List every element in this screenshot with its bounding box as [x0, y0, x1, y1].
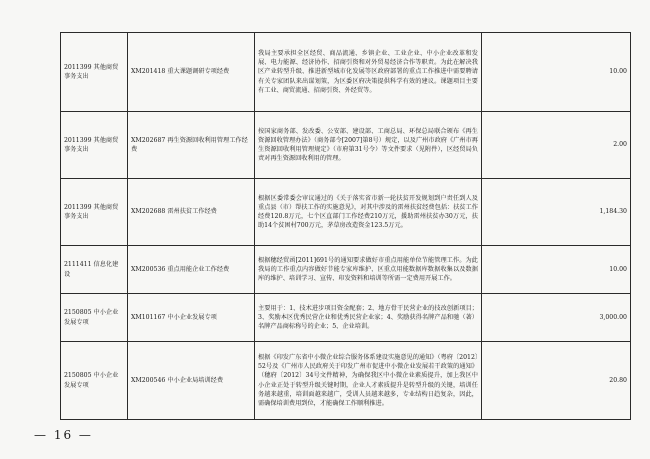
table-row — [61, 246, 631, 294]
table-row — [61, 33, 631, 112]
amount-cell: 20.80 — [482, 342, 631, 420]
subject-cell: 2111411 信息化建设 — [61, 246, 128, 294]
description-cell: 按国家商务部、发改委、公安部、建设部、工商总局、环保总局联合颁布《再生资源回收管理办法》（商务部令[2007]第8号）规定，以及广州市政府《广州市再生资源回收利用管理规定》（市府第31号令）等文件要求（见附件），区经贸局负责对再生资源回收利用的管理。 — [255, 112, 482, 179]
amount-cell: 10.00 — [482, 246, 631, 294]
amount-cell: 3,000.00 — [482, 294, 631, 342]
amount-cell: 2.00 — [482, 112, 631, 179]
description-cell: 根据区委常委会审议通过的《关于落实省市新一轮扶贫开发规划到户责任到人及重点县（市）帮扶工作的实施意见》，对其中涉及的雷州扶贫经费包括：扶贫工作经费120.8万元，七个区直部门工作经费210万元，援助雷州扶贫办30万元，扶助14个贫困村700万元，茅草房改造资金123.5万元。 — [255, 179, 482, 246]
project-cell: XM202688 雷州扶贫工作经费 — [128, 179, 255, 246]
table-row — [61, 342, 631, 420]
subject-cell: 2150805 中小企业发展专项 — [61, 294, 128, 342]
description-cell: 我局主要承担全区经贸、商品流通、乡镇企业、工业企业、中小企业改革和发展、电力能源、经济协作、招商引资和对外贸易经济合作等职责。为此在解决我区产业转型升级、推进新型城市化发展等区政府部署的重点工作推进中需要聘请有关专家团队来出谋划策，为区委区府决策提供科学有效的建议。课题项目主要有工业、商贸流通、招商引资、外经贸等。 — [255, 33, 482, 112]
table-row — [61, 294, 631, 342]
project-cell: XM200546 中小企业局培训经费 — [128, 342, 255, 420]
budget-table — [60, 32, 631, 420]
table-row — [61, 179, 631, 246]
subject-cell: 2011399 其他商贸事务支出 — [61, 179, 128, 246]
amount-cell: 10.00 — [482, 33, 631, 112]
page-number: — 16 — — [34, 428, 93, 442]
project-cell: XM201418 重大课题调研专项经费 — [128, 33, 255, 112]
project-cell: XM200536 重点用能企业工作经费 — [128, 246, 255, 294]
description-cell: 根据《印发广东省中小微企业综合服务体系建设实施意见的通知》（粤府〔2012〕52号及《广州市人民政府关于印发广州市促进中小微企业发展若干政策的通知》（穗府〔2012〕34号文件精神，为确保我区中小微企业素质提升，加上我区中小企业正处于转型升级关键时期，企业人才素质提升是转型升级的关键，培训任务越来越重，培训面越来越广，受训人员越来越多，专业结构日趋复杂，因此，需确保培训费用到位，才能确保工作顺利推进。 — [255, 342, 482, 420]
table-row — [61, 112, 631, 179]
project-cell: XM101167 中小企业发展专项 — [128, 294, 255, 342]
project-cell: XM202687 再生资源回收利用管理工作经费 — [128, 112, 255, 179]
description-cell: 根据穗经贸函[2011]691号的通知要求做好市重点用能单位节能管理工作。为此我局的工作重点内容做好节能专家库维护、区重点用能数据库数据收集以及数据库的维护、培训学习、宣传、印发资料和培训等所需一定费用开展工作。 — [255, 246, 482, 294]
subject-cell: 2150805 中小企业发展专项 — [61, 342, 128, 420]
subject-cell: 2011399 其他商贸事务支出 — [61, 33, 128, 112]
amount-cell: 1,184.30 — [482, 179, 631, 246]
description-cell: 主要用于：1、技术进步项目资金配套；2、地方骨干民营企业的技改创新项目；3、奖励本区优秀民营企业和优秀民营企业家；4、奖励获得名牌产品和驰（著）名牌产品商标称号的企业；5、企业培训。 — [255, 294, 482, 342]
subject-cell: 2011399 其他商贸事务支出 — [61, 112, 128, 179]
